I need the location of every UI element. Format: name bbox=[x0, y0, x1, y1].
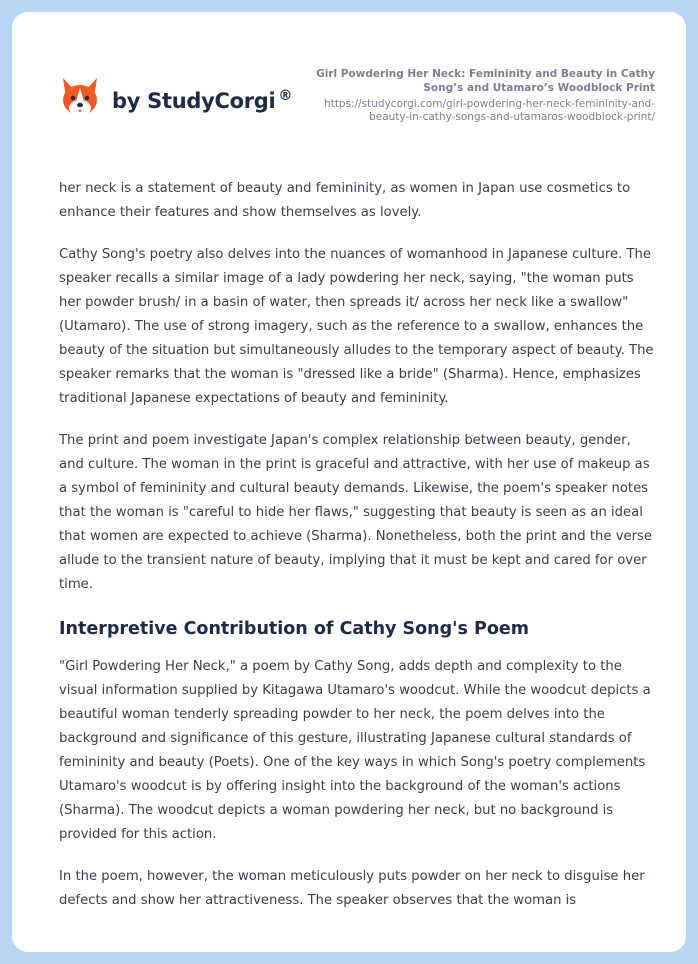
document-page bbox=[12, 12, 686, 952]
paragraph: The print and poem investigate Japan's complex relationship between beauty, gender, and culture. The woman in the print is graceful and attractive, with her use of makeup as a symbol of femininity and cultural beauty demands. Likewise, the poem's speaker notes that the woman is "careful to hide her flaws," suggesting that beauty is seen as an ideal that women are expected to achieve (Sharma). Nonetheless, both the print and the verse allude to the transient nature of beauty, implying that it must be kept and cared for over time. bbox=[59, 433, 653, 592]
section-heading: Interpretive Contribution of Cathy Song's Poem bbox=[59, 619, 529, 639]
paragraph: In the poem, however, the woman meticulously puts powder on her neck to disguise her defects and show her attractiveness. The speaker observes that the woman is bbox=[59, 869, 645, 908]
article-body bbox=[59, 177, 655, 931]
document-meta bbox=[295, 67, 655, 124]
paragraph: her neck is a statement of beauty and femininity, as women in Japan use cosmetics to enhance their features and show themselves as lovely. bbox=[59, 181, 631, 220]
logo-text: by StudyCorgi ® bbox=[112, 87, 293, 113]
corgi-icon bbox=[60, 76, 100, 120]
document-url[interactable]: https://studycorgi.com/girl-powdering-her-neck-femininity-and-beauty-in-cathy-songs-and-utamaros-woodblock-print/ bbox=[324, 98, 655, 123]
paragraph: "Girl Powdering Her Neck," a poem by Cathy Song, adds depth and complexity to the visual information supplied by Kitagawa Utamaro's woodcut. While the woodcut depicts a beautiful woman tenderly spreading powder to her neck, the poem delves into the background and significance of this gesture, illustrating Japanese cultural standards of femininity and beauty (Poets). One of the key ways in which Song's poetry complements Utamaro's woodcut is by offering insight into the background of the woman's actions (Sharma). The woodcut depicts a woman powdering her neck, but no background is provided for this action. bbox=[59, 659, 651, 842]
page-header bbox=[12, 12, 686, 162]
studycorgi-logo[interactable] bbox=[60, 76, 292, 120]
paragraph: Cathy Song's poetry also delves into the nuances of womanhood in Japanese culture. The speaker recalls a similar image of a lady powdering her neck, saying, "the woman puts her powder brush/ in a basin of water, then spreads it/ across her neck like a swallow" (Utamaro). The use of strong imagery, such as the reference to a swallow, enhances the beauty of the situation but simultaneously alludes to the temporary aspect of beauty. The speaker remarks that the woman is "dressed like a bride" (Sharma). Hence, emphasizes traditional Japanese expectations of beauty and femininity. bbox=[59, 247, 654, 406]
document-title: Girl Powdering Her Neck: Femininity and Beauty in Cathy Song’s and Utamaro’s Woodblock Print bbox=[316, 68, 655, 94]
